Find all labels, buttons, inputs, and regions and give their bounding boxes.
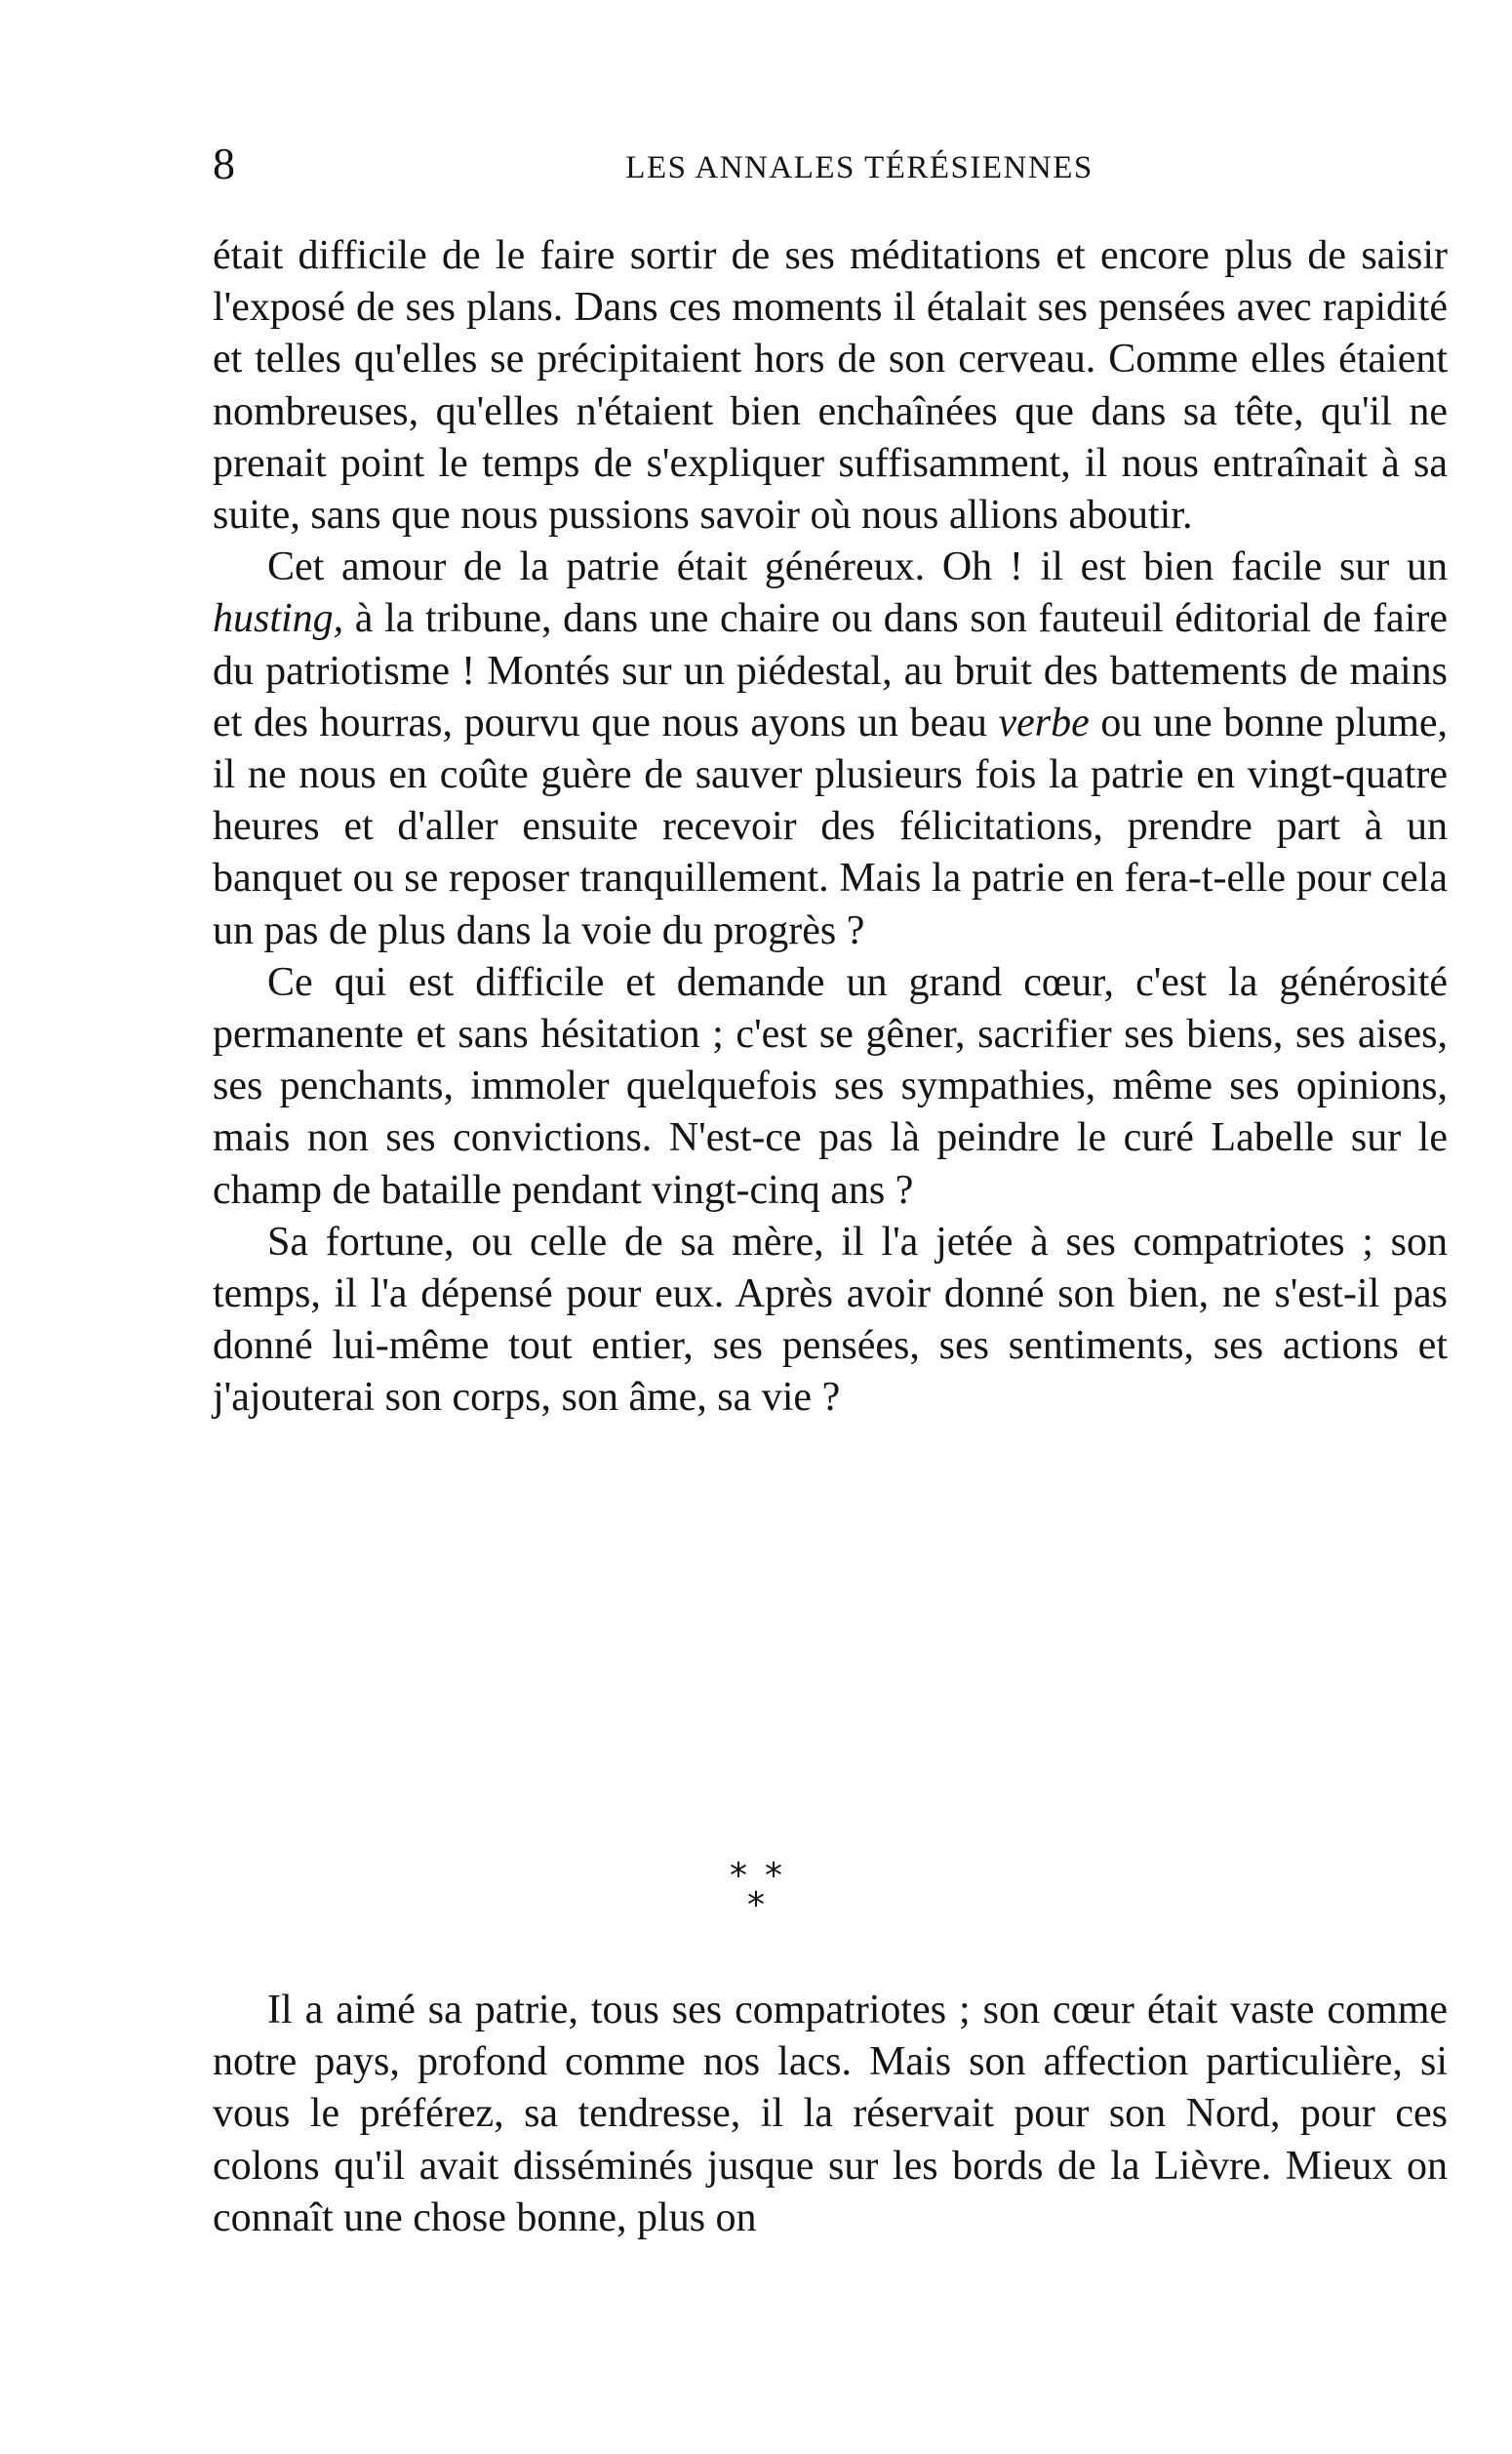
asterism-top: ** xyxy=(730,1856,800,1896)
page-header xyxy=(213,135,1448,193)
body-text-section-2 xyxy=(213,1985,1448,2244)
body-text-section-1 xyxy=(213,230,1448,1425)
paragraph: Ce qui est difficile et demande un grand cœur, c'est la générosité permanente et sans hésitation ; c'est se gêner, sacrifier ses biens, ses aises, ses penchants, immoler quelquefois ses sympathies, même ses opinions, mais non ses convictions. N'est-ce pas là peindre le curé Labelle sur le champ de bataille pendant vingt-cinq ans ? xyxy=(213,959,1448,1213)
text-run: à la tribune, dans une chaire ou dans son fauteuil éditorial de faire du patriotisme ! Montés sur un piédestal, au bruit des battements de mains et des hourras, pourvu que nous ayons un beau xyxy=(213,596,1448,745)
italic-word: verbe xyxy=(998,700,1090,745)
paragraph: était difficile de le faire sortir de ses méditations et encore plus de saisir l'exposé de ses plans. Dans ces moments il étalait ses pensées avec rapidité et telles qu'elles se précipitaient hors de son cerveau. Comme elles étaient nombreuses, qu'elles n'étaient bien enchaînées que dans sa tête, qu'il ne prenait point le temps de s'expliquer suffisamment, il nous entraînait à sa suite, sans que nous pussions savoir où nous allions aboutir. xyxy=(213,233,1448,539)
page-number: 8 xyxy=(213,139,235,188)
text-run: ou une bonne plume, il ne nous en coûte guère de sauver plusieurs fois la patrie en vingt-quatre heures et d'aller ensuite recevoir des félicitations, prendre part à un banquet ou se reposer tranquillement. Mais la patrie en fera-t-elle pour cela un pas de plus dans la voie du progrès ? xyxy=(213,700,1449,953)
running-head: LES ANNALES TÉRÉSIENNES xyxy=(625,150,1094,185)
asterism-bottom: * xyxy=(747,1885,765,1925)
section-separator-asterism xyxy=(0,1856,1512,1925)
italic-word: husting, xyxy=(213,596,344,642)
text-run: Cet amour de la patrie était généreux. Oh ! il est bien facile sur un xyxy=(267,544,1448,590)
paragraph: Il a aimé sa patrie, tous ses compatriotes ; son cœur était vaste comme notre pays, profond comme nos lacs. Mais son affection particulière, si vous le préférez, sa tendresse, il la réservait pour son Nord, pour ces colons qu'il avait disséminés jusque sur les bords de la Lièvre. Mieux on connaît une chose bonne, plus on xyxy=(213,1988,1448,2240)
paragraph: Sa fortune, ou celle de sa mère, il l'a jetée à ses compatriotes ; son temps, il l'a dépensé pour eux. Après avoir donné son bien, ne s'est-il pas donné lui-même tout entier, ses pensées, ses sentiments, ses actions et j'ajouterai son corps, son âme, sa vie ? xyxy=(213,1219,1448,1421)
paragraph xyxy=(213,542,1448,957)
